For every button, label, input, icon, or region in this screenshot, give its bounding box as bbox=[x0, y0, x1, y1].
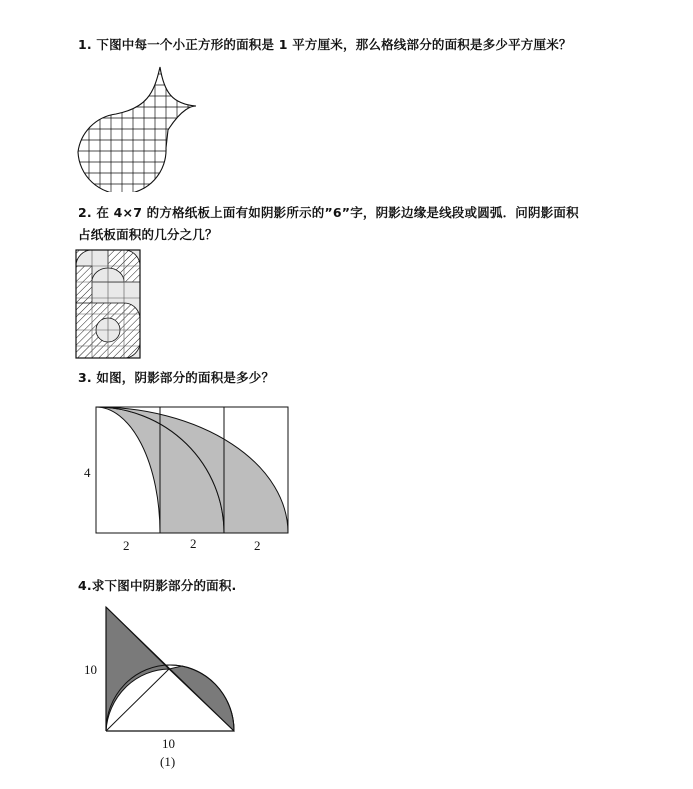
question-1-text: 1. 下图中每一个小正方形的面积是 1 平方厘米，那么格线部分的面积是多少平方厘米？ bbox=[78, 37, 572, 52]
question-3-text: 3. 如图，阴影部分的面积是多少？ bbox=[78, 370, 275, 385]
q3-height-label: 4 bbox=[84, 465, 91, 480]
question-3-figure bbox=[90, 400, 300, 540]
q3-width-label-2: 2 bbox=[190, 536, 197, 551]
q4-height-label: 10 bbox=[84, 662, 97, 677]
question-1-figure bbox=[72, 62, 207, 192]
q3-width-label-3: 2 bbox=[254, 538, 261, 553]
q3-width-label-1: 2 bbox=[123, 538, 130, 553]
question-2-line-2: 占纸板面积的几分之几？ bbox=[78, 227, 218, 242]
dark-triangle-region bbox=[106, 607, 169, 731]
q4-caption: (1) bbox=[160, 754, 176, 769]
question-2-line-1: 2. 在 4×7 的方格纸板上面有如阴影所示的”6”字，阴影边缘是线段或圆弧．问阴影面积 bbox=[78, 205, 579, 220]
question-4-text: 4.求下图中阴影部分的面积. bbox=[78, 578, 237, 593]
question-4-figure bbox=[98, 600, 243, 740]
q4-base-label: 10 bbox=[162, 736, 175, 751]
question-2-figure bbox=[74, 248, 142, 362]
